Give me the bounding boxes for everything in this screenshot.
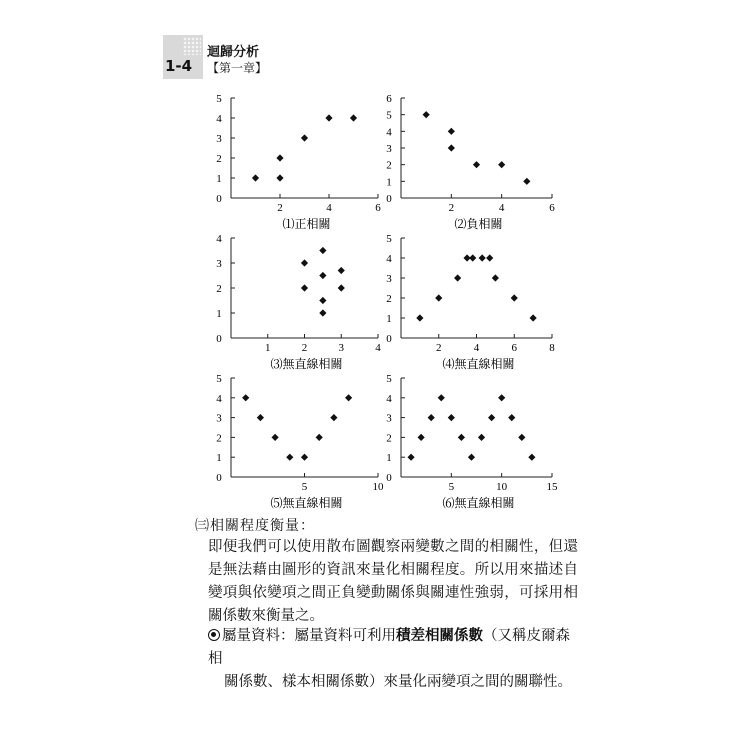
data-point bbox=[438, 394, 445, 401]
target-bullet-icon bbox=[208, 629, 220, 641]
data-point bbox=[523, 178, 530, 185]
data-point bbox=[301, 259, 308, 266]
y-tick-label: 5 bbox=[216, 93, 222, 105]
x-tick-label: 10 bbox=[496, 481, 508, 493]
x-tick-label: 2 bbox=[448, 202, 455, 214]
x-tick-label: 5 bbox=[448, 481, 455, 493]
x-tick-label: 1 bbox=[265, 342, 271, 354]
data-point bbox=[479, 254, 486, 261]
y-tick-label: 3 bbox=[216, 258, 222, 270]
y-tick-label: 4 bbox=[386, 126, 392, 139]
data-point bbox=[428, 414, 435, 421]
y-tick-label: 2 bbox=[386, 159, 392, 172]
data-point bbox=[276, 174, 283, 181]
data-point bbox=[316, 434, 323, 441]
y-tick-label: 3 bbox=[216, 133, 222, 145]
data-point bbox=[528, 454, 535, 461]
data-point bbox=[286, 454, 293, 461]
data-point bbox=[407, 454, 414, 461]
x-tick-label: 2 bbox=[436, 342, 442, 354]
y-tick-label: 1 bbox=[216, 452, 222, 465]
x-tick-label: 6 bbox=[375, 202, 381, 214]
data-point bbox=[458, 434, 465, 441]
y-tick-label: 4 bbox=[386, 392, 392, 405]
y-tick-label: 0 bbox=[386, 472, 392, 484]
y-tick-label: 4 bbox=[216, 233, 222, 245]
data-point bbox=[319, 297, 326, 304]
y-tick-label: 0 bbox=[386, 193, 392, 205]
chart-caption: ⑶無直線相關 bbox=[270, 357, 343, 371]
chart-caption: ⑴正相關 bbox=[282, 217, 331, 231]
y-tick-label: 5 bbox=[216, 373, 222, 385]
data-point bbox=[330, 414, 337, 421]
x-tick-label: 4 bbox=[473, 342, 480, 354]
y-tick-label: 1 bbox=[216, 308, 222, 320]
data-point bbox=[488, 414, 495, 421]
data-point bbox=[448, 144, 455, 151]
x-tick-label: 4 bbox=[326, 202, 332, 214]
bullet-lead-text: 屬量資料：屬量資料可利用 bbox=[222, 628, 396, 644]
data-point bbox=[511, 294, 518, 301]
section-heading: ㈢相關程度衡量： bbox=[195, 518, 315, 534]
data-point bbox=[319, 272, 326, 279]
data-point bbox=[530, 314, 537, 321]
y-tick-label: 0 bbox=[216, 472, 222, 484]
data-point bbox=[319, 247, 326, 254]
y-tick-label: 2 bbox=[216, 432, 222, 445]
x-tick-label: 10 bbox=[372, 481, 384, 493]
chart-caption: ⑵負相關 bbox=[454, 217, 503, 231]
data-point bbox=[272, 434, 279, 441]
bullet-tail-text: （又稱皮爾森相 bbox=[208, 628, 570, 667]
y-tick-label: 1 bbox=[386, 313, 392, 325]
data-point bbox=[473, 161, 480, 168]
y-tick-label: 3 bbox=[386, 273, 392, 285]
x-tick-label: 4 bbox=[375, 342, 381, 354]
data-point bbox=[492, 274, 499, 281]
data-point bbox=[435, 294, 442, 301]
chapter-label: 【第一章】 bbox=[207, 61, 268, 75]
data-point bbox=[350, 114, 357, 121]
chart-caption: ⑷無直線相關 bbox=[442, 357, 515, 371]
y-tick-label: 2 bbox=[216, 283, 222, 295]
y-tick-label: 1 bbox=[216, 173, 222, 185]
data-point bbox=[448, 128, 455, 135]
y-tick-label: 2 bbox=[386, 293, 392, 305]
data-point bbox=[468, 454, 475, 461]
data-point bbox=[486, 254, 493, 261]
data-point bbox=[418, 434, 425, 441]
x-tick-label: 3 bbox=[338, 342, 344, 354]
data-point bbox=[276, 154, 283, 161]
data-point bbox=[454, 274, 461, 281]
x-tick-label: 2 bbox=[277, 202, 283, 214]
y-tick-label: 0 bbox=[386, 333, 392, 345]
data-point bbox=[257, 414, 264, 421]
y-tick-label: 4 bbox=[216, 113, 222, 125]
bullet-item bbox=[208, 625, 578, 694]
data-point bbox=[345, 394, 352, 401]
chapter-title: 迴歸分析 bbox=[207, 45, 260, 60]
data-point bbox=[469, 254, 476, 261]
data-point bbox=[338, 267, 345, 274]
data-point bbox=[319, 309, 326, 316]
y-tick-label: 5 bbox=[386, 233, 392, 245]
x-tick-label: 15 bbox=[546, 481, 558, 493]
x-tick-label: 6 bbox=[549, 202, 555, 214]
body-paragraph: 即便我們可以使用散布圖觀察兩變數之間的相關性，但還是無法藉由圖形的資訊來量化相關程度。所以用來描述自變項與依變項之間正負變動關係與關連性強弱，可採用相關係數來衡量之。 bbox=[208, 539, 578, 624]
data-point bbox=[518, 434, 525, 441]
data-point bbox=[242, 394, 249, 401]
y-tick-label: 2 bbox=[386, 432, 392, 445]
x-tick-label: 4 bbox=[498, 202, 505, 214]
y-tick-label: 6 bbox=[386, 93, 392, 105]
data-point bbox=[301, 454, 308, 461]
chart-caption: ⑹無直線相關 bbox=[442, 496, 515, 510]
data-point bbox=[301, 134, 308, 141]
y-tick-label: 1 bbox=[386, 176, 392, 189]
y-tick-label: 0 bbox=[216, 193, 222, 205]
x-tick-label: 8 bbox=[549, 342, 555, 354]
y-tick-label: 3 bbox=[216, 412, 222, 425]
x-tick-label: 2 bbox=[301, 342, 308, 354]
page-number: 1-4 bbox=[165, 57, 193, 75]
y-tick-label: 4 bbox=[386, 253, 392, 265]
data-point bbox=[498, 161, 505, 168]
data-point bbox=[478, 434, 485, 441]
y-tick-label: 4 bbox=[216, 392, 222, 405]
chart-caption: ⑸無直線相關 bbox=[270, 496, 343, 510]
y-tick-label: 3 bbox=[386, 412, 392, 425]
data-point bbox=[498, 394, 505, 401]
bullet-continuation: 關係數、樣本相關係數）來量化兩變項之間的關聯性。 bbox=[224, 674, 572, 690]
data-point bbox=[448, 414, 455, 421]
data-point bbox=[338, 284, 345, 291]
data-point bbox=[325, 114, 332, 121]
y-tick-label: 2 bbox=[216, 153, 222, 165]
data-point bbox=[423, 111, 430, 118]
y-tick-label: 1 bbox=[386, 452, 392, 465]
x-tick-label: 5 bbox=[301, 481, 308, 493]
data-point bbox=[301, 284, 308, 291]
y-tick-label: 3 bbox=[386, 143, 392, 155]
y-tick-label: 0 bbox=[216, 333, 222, 345]
bullet-bold-term: 積差相關係數 bbox=[396, 628, 483, 644]
data-point bbox=[252, 174, 259, 181]
x-tick-label: 6 bbox=[511, 342, 517, 354]
y-tick-label: 5 bbox=[386, 109, 392, 122]
data-point bbox=[416, 314, 423, 321]
y-tick-label: 5 bbox=[386, 373, 392, 385]
data-point bbox=[508, 414, 515, 421]
